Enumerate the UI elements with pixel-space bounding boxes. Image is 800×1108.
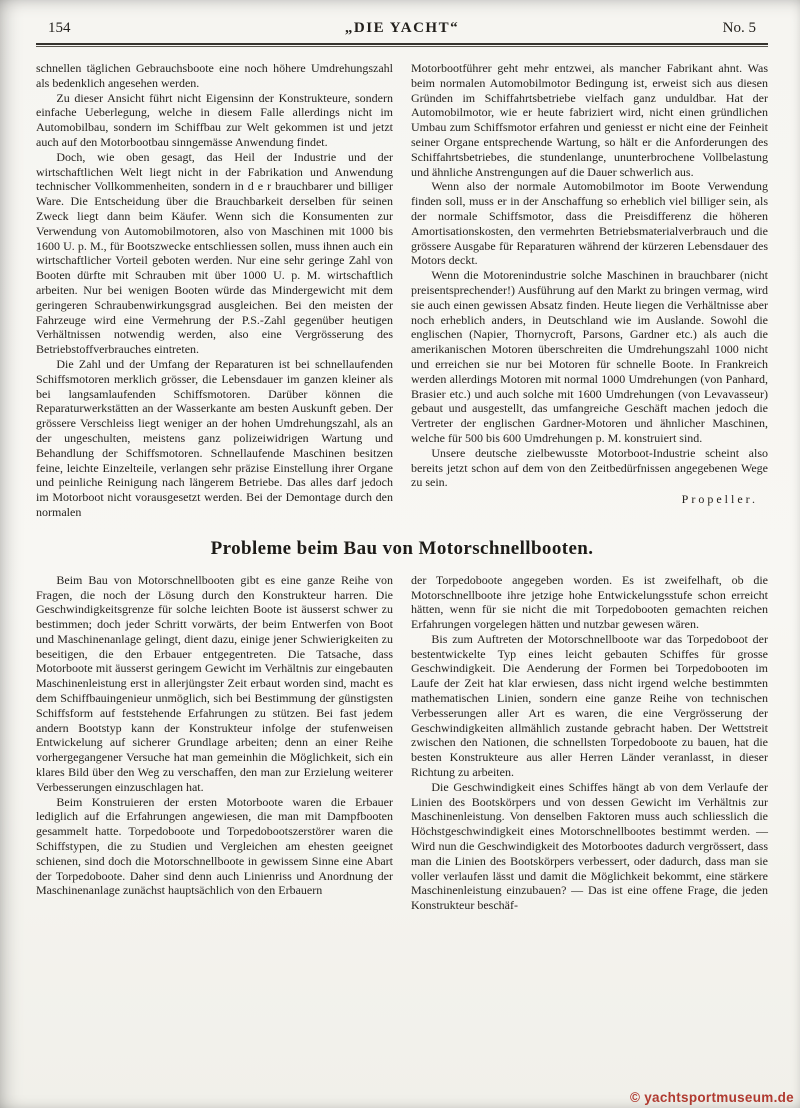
article2-left-column (36, 573, 393, 913)
author-signature: Propeller. (681, 492, 758, 507)
paragraph: Unsere deutsche zielbewusste Motorboot-Industrie scheint also bereits jetzt schon auf dem von den Zeitbedürfnissen angegebenen Wege zu sein. (411, 445, 768, 490)
header-rule (36, 43, 768, 47)
paragraph: Bis zum Auftreten der Motorschnellboote war das Torpedoboot der bestentwickelte Typ eines leicht gebauten Schiffes für grosse Geschwindigkeit. Die Aenderung der Formen bei Torpedobooten im Laufe der Zeit hat klar erwiesen, dass nicht irgend welche bestimmten mathematischen Linien, sondern eine ganze Reihe von technischen Verbesserungen aller Art es waren, die eine Vergrösserung der Geschwindigkeiten allmählich zustande gebracht haben. Der Wettstreit zwischen den Nationen, die schnellsten Torpedoboote zu bauen, hat die besten Konstrukteure aus aller Herren Länder veranlasst, in dieser Richtung zu arbeiten. (411, 631, 768, 780)
paragraph: schnellen täglichen Gebrauchsboote eine noch höhere Umdrehungszahl als bedenklich angesehen werden. (36, 61, 393, 90)
issue-number: No. 5 (722, 20, 756, 36)
paragraph: Die Zahl und der Umfang der Reparaturen ist bei schnellaufenden Schiffsmotoren merklich grösser, die Lebensdauer im ganzen kleiner als bei langsamlaufenden Schiffsmotoren. Darüber können die Reparaturwerkstätten an der Wasserkante am besten Auskunft geben. Der grössere Verschleiss liegt weniger an der hohen Umdrehungszahl, als an der ungeschulten, meistens ganz polizeiwidrigen Wartung und Behandlung der Schiffsmotoren. Schnellaufende Maschinen besitzen feine, leichte Einzelteile, verlangen sehr präzise Einstellung ihrer Organe und peinliche Reinigung nach längerem Betriebe. Das alles darf jedoch im Motorboot nicht vorausgesetzt werden. Bei der Demontage durch den normalen (36, 356, 393, 519)
article-continuation (36, 61, 768, 520)
paragraph: Doch, wie oben gesagt, das Heil der Industrie und der wirtschaftlichen Welt liegt nicht in der Fabrikation und Anwendung technischer Vollkommenheiten, sondern in d e r brauchbarer und billiger Ware. Die Entscheidung über die Brauchbarkeit derselben für seinen Zweck liegt dann beim Käufer. Wenn sich die Konsumenten zur Verwendung von Automobilmotoren, also von Maschinen mit 1000 bis 1600 U. p. M., für Bootszwecke entschliessen sollen, muss ihnen auch ein wirtschaftlicher Vorteil geboten werden. Nur eine sehr geringe Zahl von Booten dürfte mit Schrauben mit über 1000 U. p. M. wirtschaftlich arbeiten. Nur bei wenigen Booten würde das Mindergewicht mit dem geringeren Schraubenwirkungsgrad ausgleichen. Bei den meisten der Fahrzeuge wird eine Vermehrung der P.S.-Zahl gegenüber heutigen Verhältnissen notwendig werden, also eine Vergrösserung des Betriebstoffverbrauches eintreten. (36, 149, 393, 357)
article-motorschnellboote (36, 573, 768, 913)
page-header (36, 16, 768, 43)
paragraph: Beim Bau von Motorschnellbooten gibt es eine ganze Reihe von Fragen, die noch der Lösung durch den Konstrukteur harren. Die Geschwindigkeitsgrenze für solche leichten Boote ist äusserst schwer zu bestimmen; doch jeder Schritt vorwärts, der beim Entwerfen von Boot und Maschinenanlage gelingt, dient dazu, einige jener Schwierigkeiten zu beseitigen, die den Erbauer entgegentreten. Die Tatsache, dass Motorboote mit äusserst geringem Gewicht im Verhältnis zur eingebauten Maschinenleistung erst in allerjüngster Zeit erbaut worden sind, macht es dem Schiffbauingenieur unmöglich, sich bei Bestimmung der günstigsten Schiffsform auf feststehende Erfahrungen zu stützen. Bei fast jedem andern Bootstyp kann der Konstrukteur infolge der stufenweisen Entwickelung auf sicherer Grundlage arbeiten; denn an einer Reihe vorhergegangener Versuche hat man gemeinhin die Möglichkeit, sich ein klares Bild über den Weg zu verschaffen, den man zur Erzielung weiterer Verbesserungen einzuschlagen hat. (36, 572, 393, 794)
paragraph: Motorbootführer geht mehr entzwei, als mancher Fabrikant ahnt. Was beim normalen Automobilmotor Bedingung ist, erweist sich aus diesen Gründen im Schiffahrtsbetriebe vielfach ganz unduldbar. Hat der Automobilmotor, wie er heute fabriziert wird, nicht einen gründlichen Umbau zum Schiffsmotor erfahren und geniesst er nicht eine der Feinheit seiner Organe entsprechende Wartung, so hält er die Anforderungen des Schiffahrtsbetriebes, die stundenlange, ununterbrochene Vollbelastung und ähnliche Anstrengungen auf die Dauer schwerlich aus. (411, 61, 768, 179)
journal-title: „DIE YACHT“ (344, 20, 460, 36)
page-number: 154 (48, 20, 71, 36)
article1-left-column (36, 61, 393, 520)
watermark: © yachtsportmuseum.de (629, 1090, 794, 1105)
paragraph: Die Geschwindigkeit eines Schiffes hängt ab von dem Verlaufe der Linien des Bootskörpers und von dessen Gewicht im Verhältnis zur Maschinenleistung. Von denselben Faktoren muss auch schliesslich die Höchstgeschwindigkeit eines Motorschnellbootes bestimmt werden. — Wird nun die Geschwindigkeit des Motorbootes dadurch vergrössert, dass man die Linien des Bootskörpers verbessert, oder dadurch, dass man sie voller verlaufen lässt und damit die Möglichkeit bekommt, eine stärkere Maschinenleistung einzubauen? — Das ist eine offene Frage, die jeden Konstrukteur beschäf- (411, 779, 768, 913)
paragraph: der Torpedoboote angegeben worden. Es ist zweifelhaft, ob die Motorschnellboote ihre jetzige hohe Entwickelungsstufe schon erreicht hätten, wenn für sie nicht die mit Torpedobooten gemachten reichen Erfahrungen vorgelegen hätten und nutzbar gewesen wären. (411, 572, 768, 632)
paragraph: Beim Konstruieren der ersten Motorboote waren die Erbauer lediglich auf die Erfahrungen angewiesen, die man mit Dampfbooten gesammelt hatte. Torpedoboote und Torpedobootszerstörer waren die Schiffstypen, die zu Studien und Vergleichen am ehesten geeignet schienen, sind doch die Motorschnellboote in gewissem Sinne eine Abart der Torpedoboote. Daher sind denn auch Linienriss und Anordnung der Maschinenanlage zunächst hauptsächlich von den Erbauern (36, 794, 393, 898)
paragraph: Zu dieser Ansicht führt nicht Eigensinn der Konstrukteure, sondern einfache Ueberlegung, welche in diesem Falle allerdings nicht im Automobilbau, sondern im Schiffbau zur Welt gekommen ist und jetzt auch auf den Motorbootbau sinngemässe Anwendung findet. (36, 90, 393, 149)
paragraph: Wenn also der normale Automobilmotor im Boote Verwendung finden soll, muss er in der Anschaffung so erheblich viel billiger sein, als der normale Schiffsmotor, dass die Preisdifferenz die höheren Amortisationskosten, den vermehrten Betriebsmaterialverbrauch und die grössere Ausgabe für Reparaturen während der kürzeren Lebensdauer des Motors deckt. (411, 179, 768, 268)
article2-right-column (411, 573, 768, 913)
paragraph: Wenn die Motorenindustrie solche Maschinen in brauchbarer (nicht preisentsprechender!) Ausführung auf den Markt zu bringen vermag, wird sie auch einen gewissen Absatz finden. Heute liegen die Verhältnisse aber noch erheblich anders, in Deutschland wie im Auslande. Sowohl die englischen (Napier, Thornycroft, Parsons, Gardner etc.) als auch die amerikanischen Motoren überschreiten die Umdrehungszahl 1000 nicht und erreichen sie nur bei Motoren für schnelle Boote. In Frankreich werden allerdings Motoren mit normal 1000 Umdrehungen (von Panhard, Brasier etc.) und auch solche mit 1600 Umdrehungen (von Levavasseur) gebaut und ausgestellt, das umfangreiche Geschäft machen jedoch die Vertreter der englischen Gardner-Motoren und ähnlicher Maschinen, welche für 500 bis 600 Umdrehungen p. M. konstruiert sind. (411, 268, 768, 445)
article1-right-column (411, 61, 768, 520)
article-title: Probleme beim Bau von Motorschnellbooten. (210, 537, 594, 559)
